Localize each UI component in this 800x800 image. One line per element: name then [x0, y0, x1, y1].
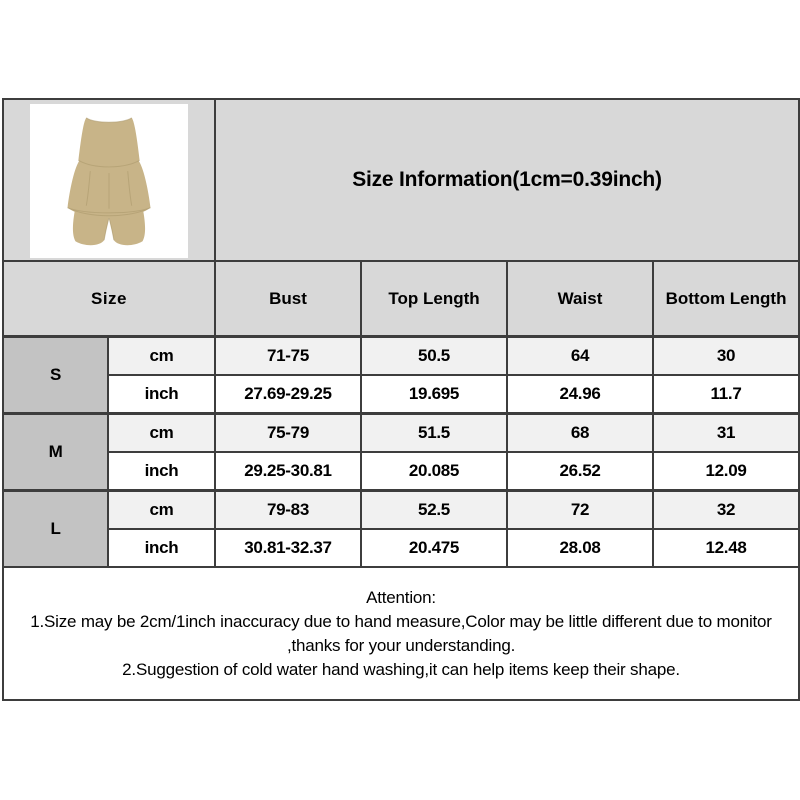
- size-table: [2, 98, 800, 701]
- cell-s-inch-bust: 27.69-29.25: [215, 375, 361, 414]
- column-header-waist: Waist: [507, 261, 653, 337]
- attention-cell: [3, 567, 799, 700]
- unit-label-inch: inch: [108, 452, 215, 491]
- title-row: [3, 99, 799, 261]
- attention-note-2: 2.Suggestion of cold water hand washing,it can help items keep their shape.: [122, 659, 680, 679]
- attention-title: Attention:: [366, 587, 436, 607]
- unit-label-cm: cm: [108, 491, 215, 530]
- cell-m-inch-waist: 26.52: [507, 452, 653, 491]
- size-chart-sheet: [2, 98, 798, 701]
- table-row-s-cm: [3, 337, 799, 376]
- cell-l-inch-bottom-length: 12.48: [653, 529, 799, 567]
- cell-m-inch-top-length: 20.085: [361, 452, 507, 491]
- product-photo: [30, 104, 188, 258]
- cell-l-inch-top-length: 20.475: [361, 529, 507, 567]
- unit-label-inch: inch: [108, 529, 215, 567]
- cell-s-cm-top-length: 50.5: [361, 337, 507, 376]
- table-row-m-inch: [3, 452, 799, 491]
- cell-l-cm-bottom-length: 32: [653, 491, 799, 530]
- unit-label-cm: cm: [108, 337, 215, 376]
- cell-s-cm-bottom-length: 30: [653, 337, 799, 376]
- unit-label-inch: inch: [108, 375, 215, 414]
- cell-m-inch-bust: 29.25-30.81: [215, 452, 361, 491]
- size-label-l: L: [3, 491, 108, 568]
- table-row-l-inch: [3, 529, 799, 567]
- attention-note-1: 1.Size may be 2cm/1inch inaccuracy due to hand measure,Color may be little different due to monitor: [30, 611, 772, 631]
- size-label-s: S: [3, 337, 108, 414]
- column-header-bust: Bust: [215, 261, 361, 337]
- cell-s-inch-bottom-length: 11.7: [653, 375, 799, 414]
- cell-s-inch-top-length: 19.695: [361, 375, 507, 414]
- cell-m-cm-bottom-length: 31: [653, 414, 799, 453]
- cell-s-cm-waist: 64: [507, 337, 653, 376]
- size-label-m: M: [3, 414, 108, 491]
- cell-m-cm-top-length: 51.5: [361, 414, 507, 453]
- romper-illustration: [30, 104, 188, 258]
- cell-s-inch-waist: 24.96: [507, 375, 653, 414]
- column-header-bottom-length: Bottom Length: [653, 261, 799, 337]
- column-header-top-length: Top Length: [361, 261, 507, 337]
- cell-l-inch-waist: 28.08: [507, 529, 653, 567]
- product-photo-cell: [3, 99, 215, 261]
- cell-l-cm-bust: 79-83: [215, 491, 361, 530]
- table-row-l-cm: [3, 491, 799, 530]
- cell-l-cm-waist: 72: [507, 491, 653, 530]
- page-title: Size Information(1cm=0.39inch): [215, 99, 799, 261]
- cell-s-cm-bust: 71-75: [215, 337, 361, 376]
- attention-note-1-cont: ,thanks for your understanding.: [286, 635, 516, 655]
- cell-l-cm-top-length: 52.5: [361, 491, 507, 530]
- column-header-row: [3, 261, 799, 337]
- size-corner-header: Size: [3, 261, 215, 337]
- table-row-m-cm: [3, 414, 799, 453]
- table-row-s-inch: [3, 375, 799, 414]
- cell-m-cm-waist: 68: [507, 414, 653, 453]
- cell-m-cm-bust: 75-79: [215, 414, 361, 453]
- unit-label-cm: cm: [108, 414, 215, 453]
- attention-row: [3, 567, 799, 700]
- cell-l-inch-bust: 30.81-32.37: [215, 529, 361, 567]
- cell-m-inch-bottom-length: 12.09: [653, 452, 799, 491]
